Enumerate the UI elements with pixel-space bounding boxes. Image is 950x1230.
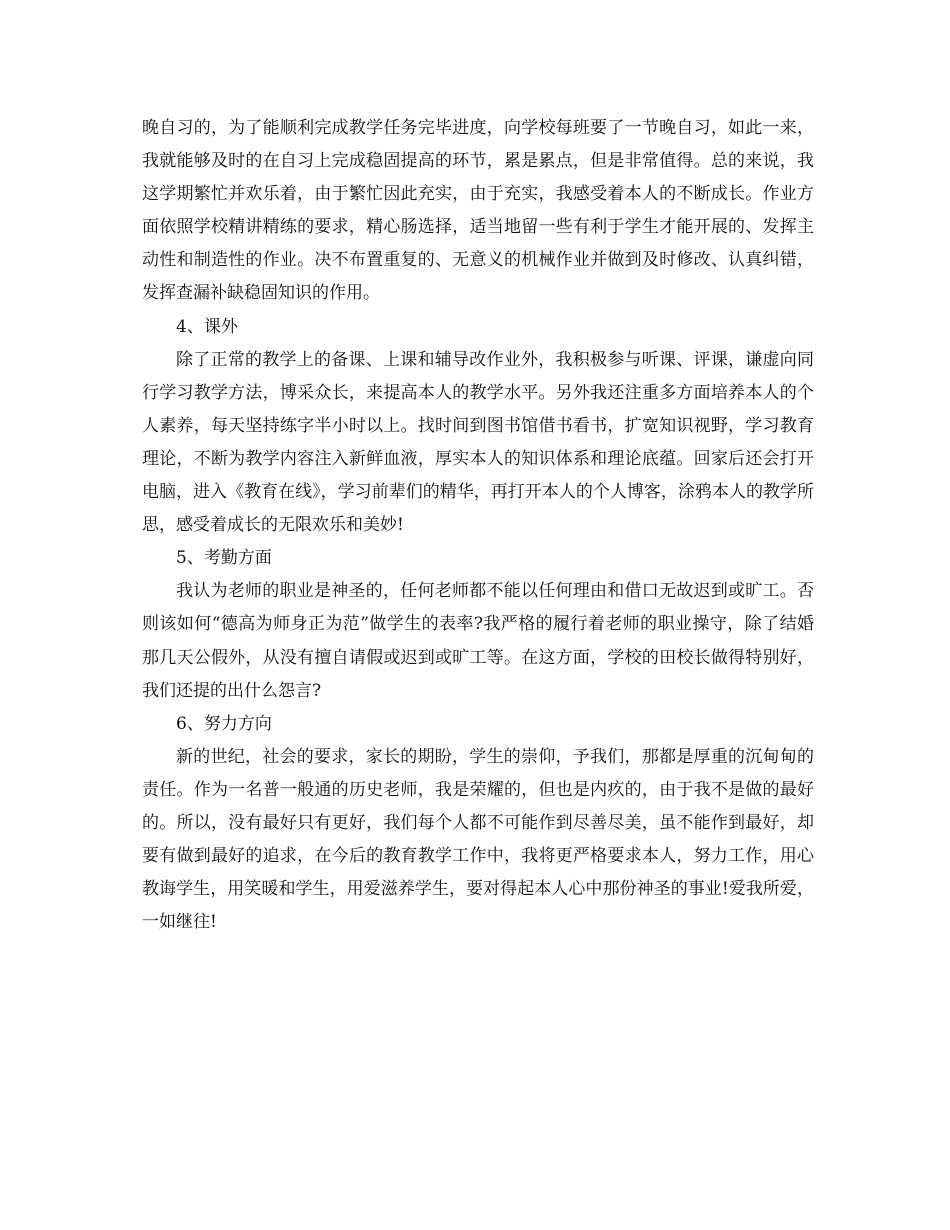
section-heading-attendance: 5、考勤方面 bbox=[176, 548, 272, 569]
paragraph-homework: 晚自习的，为了能顺利完成教学任务完毕进度，向学校每班要了一节晚自习，如此一来，我就能够及时的在自习上完成稳固提高的环节，累是累点，但是非常值得。总的来说，我这学期繁忙并欢乐着，由于繁忙因此充实，由于充实，我感受着本人的不断成长。作业方面依照学校精讲精练的要求，精心肠选择，适当地留一些有利于学生才能开展的、发挥主动性和制造性的作业。决不布置重复的、无意义的机械作业并做到及时修改、认真纠错，发挥查漏补缺稳固知识的作用。 bbox=[142, 118, 814, 304]
section-heading-direction: 6、努力方向 bbox=[176, 713, 272, 734]
paragraph-attendance: 我认为老师的职业是神圣的，任何老师都不能以任何理由和借口无故迟到或旷工。否则该如何“德高为师身正为范”做学生的表率?我严格的履行着老师的职业操守，除了结婚那几天公假外，从没有擅自请假或迟到或旷工等。在这方面，学校的田校长做得特别好，我们还提的出什么怨言? bbox=[142, 581, 814, 701]
section-heading-extracurricular: 4、课外 bbox=[176, 316, 238, 337]
paragraph-direction: 新的世纪，社会的要求，家长的期盼，学生的崇仰，予我们，那都是厚重的沉甸甸的责任。作为一名普一般通的历史老师，我是荣耀的，但也是内疚的，由于我不是做的最好的。所以，没有最好只有更好，我们每个人都不可能作到尽善尽美，虽不能作到最好，却要有做到最好的追求，在今后的教育教学工作中，我将更严格要求本人，努力工作，用心教诲学生，用笑暖和学生，用爱滋养学生，要对得起本人心中那份神圣的事业!爱我所爱，一如继往! bbox=[142, 746, 814, 933]
paragraph-extracurricular: 除了正常的教学上的备课、上课和辅导改作业外，我积极参与听课、评课，谦虚向同行学习教学方法，博采众长，来提高本人的教学水平。另外我还注重多方面培养本人的个人素养，每天坚持练字半小时以上。找时间到图书馆借书看书，扩宽知识视野，学习教育理论，不断为教学内容注入新鲜血液，厚实本人的知识体系和理论底蕴。回家后还会打开电脑，进入《教育在线》，学习前辈们的精华，再打开本人的个人博客，涂鸦本人的教学所思，感受着成长的无限欢乐和美妙! bbox=[142, 349, 814, 536]
document-body bbox=[142, 112, 814, 939]
